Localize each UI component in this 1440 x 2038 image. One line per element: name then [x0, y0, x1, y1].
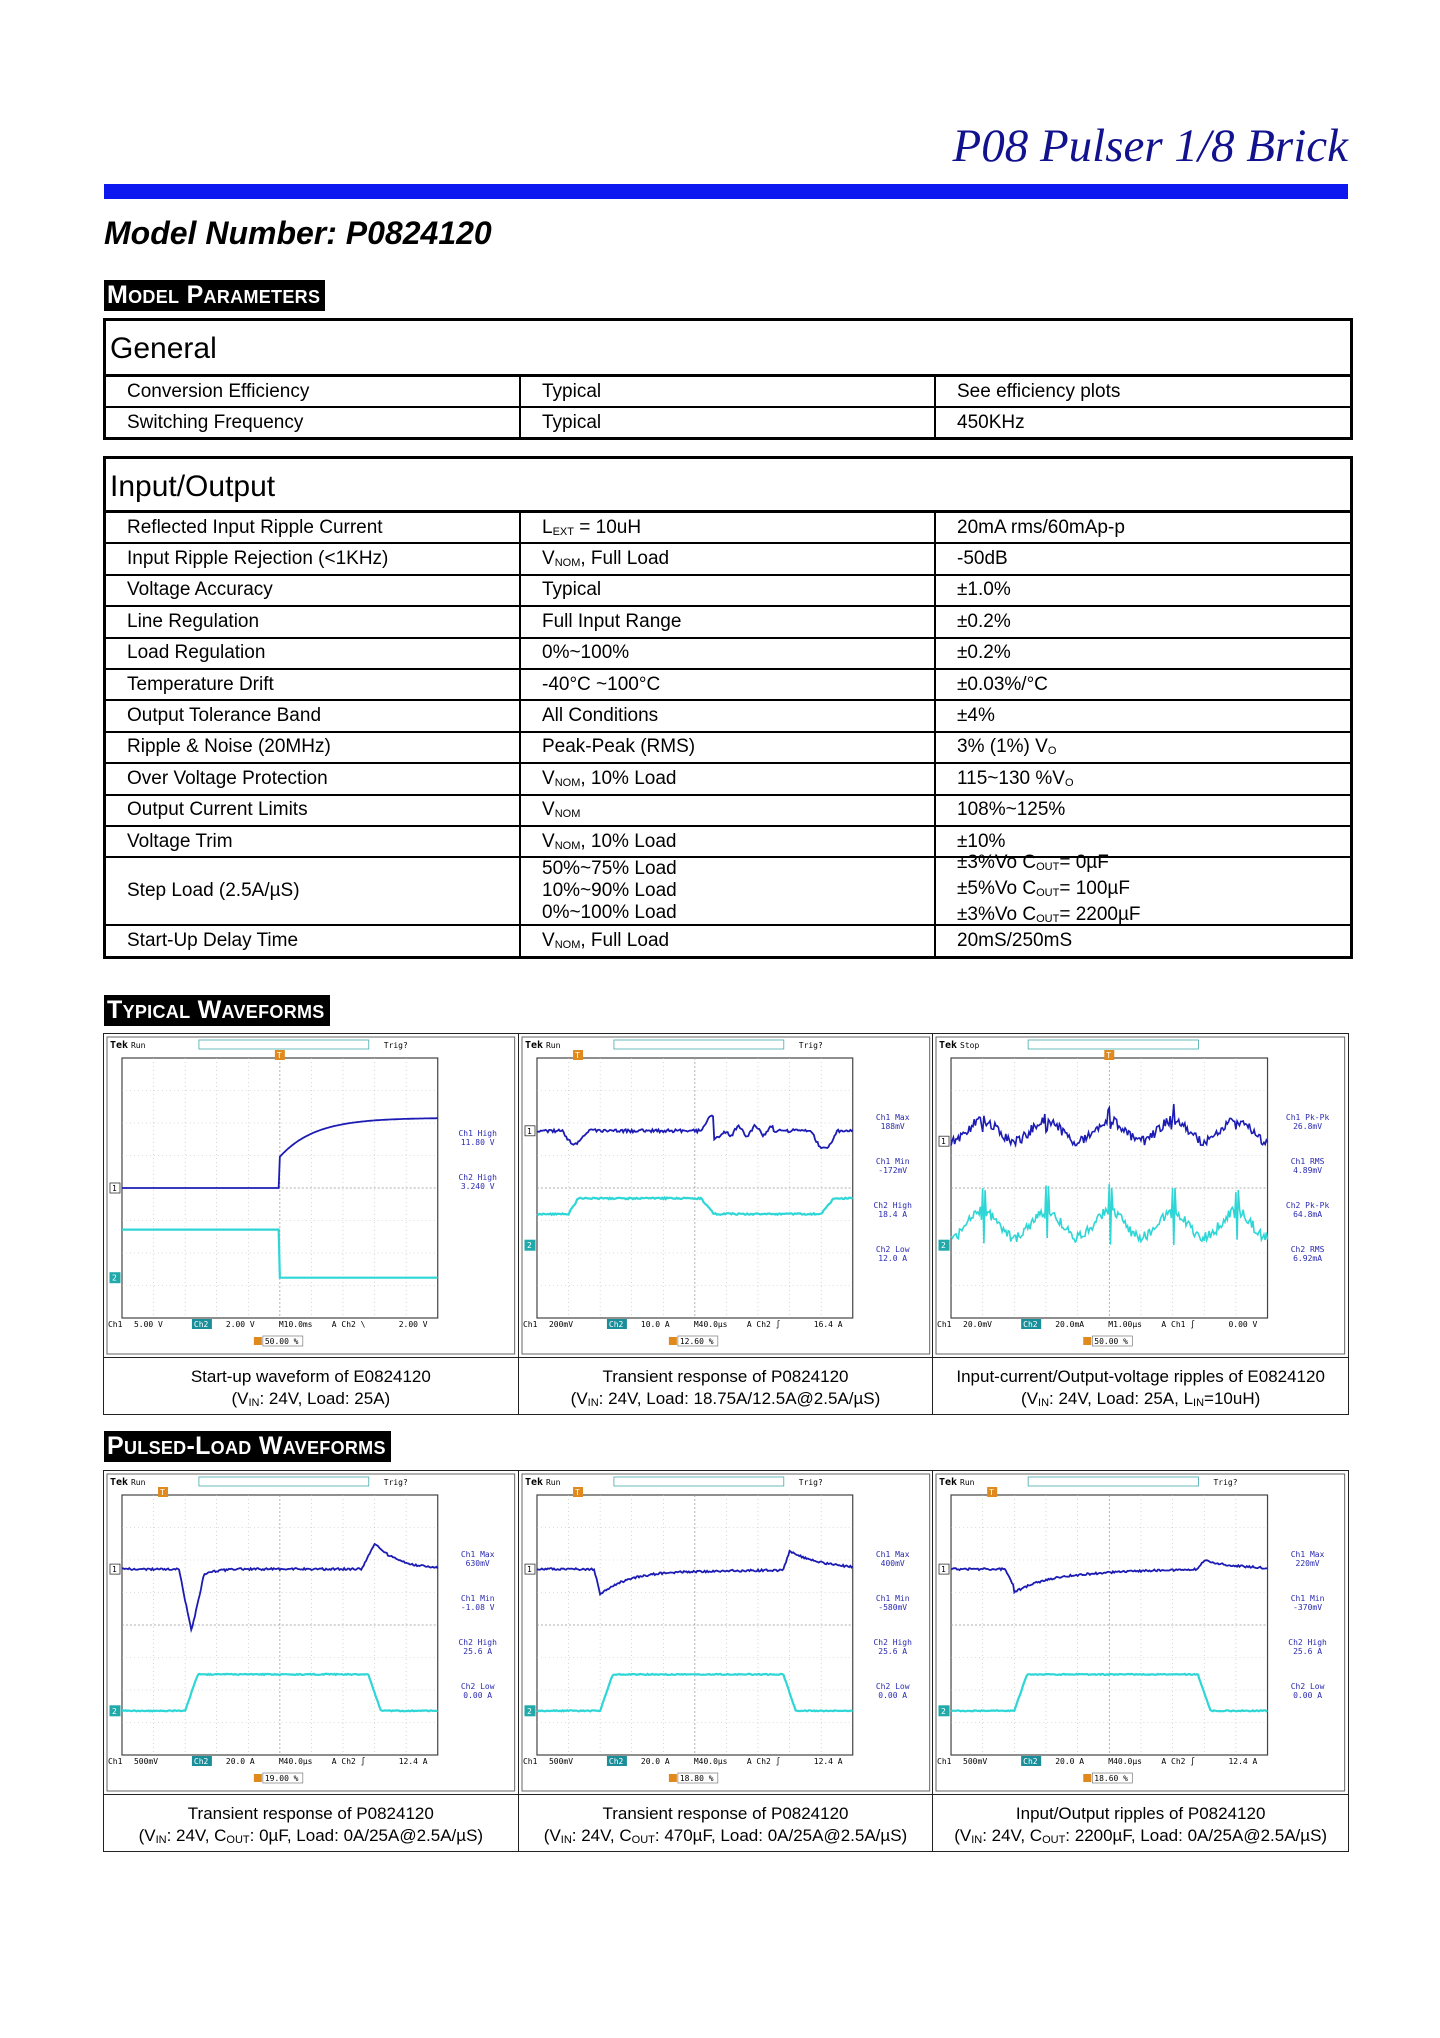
- measurement-label: Ch2 Low: [875, 1681, 910, 1692]
- measurement-value: 25.6 A: [877, 1646, 907, 1657]
- measurement-value: 0.00 A: [877, 1690, 907, 1701]
- condition-text: , 10% Load: [580, 767, 677, 789]
- condition-cell: All Conditions: [521, 701, 936, 730]
- value-cell: See efficiency plots: [957, 380, 1121, 402]
- horizontal-position: 50.00 %: [264, 1336, 299, 1347]
- ch1-scale: 200mV: [548, 1319, 573, 1330]
- measurement-value: 12.0 A: [877, 1253, 907, 1264]
- table-row: [106, 796, 1350, 827]
- ch1-ground-marker: [110, 1183, 120, 1193]
- param-cell: Voltage Trim: [106, 827, 521, 856]
- table-row: [106, 513, 1350, 544]
- scope-status: Run: [545, 1477, 561, 1488]
- tek-logo: Tek: [939, 1040, 958, 1051]
- value-cell: ±1.0%: [957, 579, 1011, 601]
- brand-title: P08 Pulser 1/8 Brick: [952, 120, 1348, 172]
- condition-symbol: V: [542, 929, 555, 951]
- condition-subscript: NOM: [554, 557, 581, 570]
- ch1-scale: 20.0mV: [963, 1320, 993, 1329]
- scope-status: Run: [545, 1040, 561, 1051]
- value-cell: [936, 733, 1350, 762]
- condition-cell: Full Input Range: [521, 607, 936, 636]
- trigger-level: 2.00 V: [398, 1319, 428, 1330]
- trigger-channel: A Ch2 ∫: [1161, 1757, 1196, 1766]
- condition-subscript: NOM: [554, 839, 581, 852]
- caption-title: Input/Output ripples of P0824120: [1015, 1804, 1266, 1823]
- condition-cell: Typical: [521, 408, 936, 437]
- value-cell: 450KHz: [957, 411, 1025, 433]
- trigger-level: 16.4 A: [813, 1319, 843, 1330]
- measurement-value: 4.89mV: [1293, 1166, 1323, 1175]
- condition-cell: [521, 796, 936, 825]
- measurement-value: 64.8mA: [1293, 1210, 1323, 1219]
- waveform-caption: [933, 1358, 1348, 1414]
- param-cell: Start-Up Delay Time: [106, 926, 521, 955]
- waveform-panel: [104, 1034, 519, 1414]
- header-divider: [104, 184, 1348, 199]
- measurement-label: Ch1 Min: [460, 1593, 495, 1604]
- caption-conditions: ($V_{IN}$: 24V, $C_{OUT}$: 0µF, Load: 0A/25A@2.5A/µS): [138, 1826, 484, 1846]
- param-cell: Load Regulation: [106, 639, 521, 668]
- measurement-label: Ch2 Low: [460, 1681, 495, 1692]
- trigger-channel: A Ch2 ∫: [746, 1756, 781, 1767]
- measurement-label: Ch1 Pk-Pk: [1286, 1113, 1330, 1122]
- oscilloscope-capture: [933, 1034, 1348, 1358]
- condition-cell: [521, 513, 936, 542]
- condition-cell: [521, 827, 936, 856]
- condition-symbol: V: [542, 548, 555, 570]
- section-pulsed-load-waveforms: Pulsed-Load Waveforms: [104, 1431, 391, 1462]
- param-cell: Step Load (2.5A/µS): [106, 858, 521, 924]
- ch2-scale-badge: Ch2: [1023, 1757, 1038, 1766]
- value-line: [957, 878, 1141, 904]
- svg-text:T: T: [989, 1488, 995, 1497]
- value-cell: 20mA rms/60mAp-p: [957, 516, 1125, 538]
- condition-text: , 10% Load: [580, 830, 677, 852]
- measurement-value: 220mV: [1295, 1559, 1320, 1568]
- value-text: 115~130 %V: [957, 767, 1065, 789]
- ch1-ground-marker: [525, 1126, 535, 1136]
- param-cell: Switching Frequency: [106, 408, 521, 437]
- scope-status: Run: [960, 1478, 975, 1487]
- svg-text:2: 2: [941, 1706, 947, 1716]
- oscilloscope-screen: [104, 1471, 518, 1794]
- caption-conditions: ($V_{IN}$: 24V, Load: 18.75A/12.5A@2.5A/µS): [570, 1389, 881, 1409]
- ch1-label: Ch1: [522, 1319, 538, 1330]
- condition-cell: -40°C ~100°C: [521, 670, 936, 699]
- oscilloscope-capture: [519, 1471, 933, 1795]
- ch1-scale: 5.00 V: [133, 1319, 163, 1330]
- condition-subscript: EXT: [552, 525, 574, 538]
- param-cell: Conversion Efficiency: [106, 377, 521, 406]
- measurement-label: Ch1 Min: [1291, 1594, 1325, 1603]
- measurement-value: 18.4 A: [877, 1209, 907, 1220]
- measurement-value: -1.08 V: [460, 1602, 495, 1613]
- oscilloscope-screen: [933, 1471, 1348, 1794]
- value-text: 3% (1%) V: [957, 736, 1048, 758]
- position-icon: [669, 1774, 677, 1782]
- io-title: Input/Output: [106, 459, 1350, 513]
- waveform-caption: [519, 1795, 933, 1851]
- value-cell: ±0.03%/°C: [957, 673, 1048, 695]
- measurement-label: Ch1 Min: [875, 1593, 910, 1604]
- trigger-channel: A Ch2 ∫: [746, 1319, 781, 1330]
- value-cell: [936, 764, 1350, 793]
- oscilloscope-screen: [519, 1471, 933, 1794]
- condition-text: , Full Load: [580, 929, 670, 951]
- param-cell: Output Tolerance Band: [106, 701, 521, 730]
- measurement-label: Ch2 High: [873, 1200, 912, 1211]
- value-text: ±5%Vo C: [957, 878, 1037, 900]
- oscilloscope-screen: [933, 1034, 1348, 1357]
- table-row: [106, 607, 1350, 638]
- trigger-position-icon: [573, 1487, 583, 1497]
- condition-subscript: NOM: [554, 808, 581, 821]
- svg-text:T: T: [574, 1050, 580, 1061]
- position-icon: [254, 1337, 262, 1345]
- measurement-label: Ch1 Min: [875, 1156, 910, 1167]
- svg-text:T: T: [160, 1487, 165, 1498]
- condition-cell: Typical: [521, 377, 936, 406]
- table-row: [106, 764, 1350, 795]
- waveform-panel: [104, 1471, 519, 1851]
- oscilloscope-capture: [104, 1471, 518, 1795]
- section-model-parameters: Model Parameters: [104, 280, 325, 311]
- ch1-ground-marker: [939, 1564, 949, 1574]
- horizontal-position: 18.60 %: [1094, 1774, 1129, 1783]
- condition-line: 0%~100% Load: [542, 902, 677, 924]
- table-row: [106, 377, 1350, 408]
- svg-text:T: T: [1106, 1051, 1112, 1060]
- ch2-scale: 20.0 A: [225, 1756, 255, 1767]
- horizontal-position: 19.00 %: [264, 1773, 299, 1784]
- oscilloscope-screen: [104, 1034, 518, 1357]
- tek-logo: Tek: [939, 1477, 958, 1488]
- trigger-status: Trig?: [798, 1040, 823, 1051]
- svg-text:1: 1: [111, 1565, 117, 1575]
- general-table: [103, 318, 1353, 440]
- ch2-ground-marker: [110, 1273, 120, 1283]
- trigger-position-icon: [573, 1050, 583, 1060]
- measurement-value: 400mV: [880, 1558, 905, 1569]
- input-output-table: [103, 456, 1353, 959]
- measurement-value: 3.240 V: [460, 1181, 495, 1192]
- condition-cell: [521, 544, 936, 573]
- position-icon: [254, 1774, 262, 1782]
- waveform-panel: [933, 1034, 1348, 1414]
- waveform-panel: [519, 1471, 934, 1851]
- caption-title: Start-up waveform of E0824120: [190, 1367, 431, 1386]
- value-text: ±3%Vo C: [957, 852, 1037, 874]
- oscilloscope-capture: [104, 1034, 518, 1358]
- param-cell: Ripple & Noise (20MHz): [106, 733, 521, 762]
- ch1-scale: 500mV: [548, 1756, 573, 1767]
- svg-text:1: 1: [941, 1565, 947, 1575]
- measurement-label: Ch2 High: [458, 1637, 497, 1648]
- measurement-value: 6.92mA: [1293, 1254, 1323, 1263]
- condition-subscript: NOM: [554, 776, 581, 789]
- ch2-scale-badge: Ch2: [193, 1319, 209, 1330]
- timebase: M1.00µs: [1108, 1320, 1143, 1329]
- condition-cell: [521, 764, 936, 793]
- measurement-label: Ch2 Pk-Pk: [1286, 1201, 1330, 1210]
- param-cell: Over Voltage Protection: [106, 764, 521, 793]
- trigger-level: 12.4 A: [1228, 1757, 1258, 1766]
- condition-line: 10%~90% Load: [542, 880, 677, 902]
- caption-conditions: ($V_{IN}$: 24V, $C_{OUT}$: 470µF, Load: 0A/25A@2.5A/µS): [543, 1826, 908, 1846]
- caption-conditions: ($V_{IN}$: 24V, Load: 25A, $L_{IN}=10uH$): [1021, 1389, 1261, 1409]
- ch2-scale-badge: Ch2: [608, 1756, 624, 1767]
- condition-symbol: V: [542, 830, 555, 852]
- trigger-channel: A Ch2 ∫: [331, 1756, 366, 1767]
- waveform-caption: [519, 1358, 933, 1414]
- param-cell: Reflected Input Ripple Current: [106, 513, 521, 542]
- table-row: [106, 852, 1350, 926]
- tek-logo: Tek: [109, 1039, 129, 1052]
- trigger-status: Trig?: [1213, 1478, 1238, 1487]
- value-text: = 2200µF: [1059, 904, 1141, 926]
- position-icon: [1084, 1774, 1092, 1782]
- ch1-label: Ch1: [522, 1756, 538, 1767]
- param-cell: Line Regulation: [106, 607, 521, 636]
- tek-logo: Tek: [524, 1476, 543, 1489]
- condition-symbol: V: [542, 767, 555, 789]
- ch2-scale: 20.0 A: [1055, 1757, 1085, 1766]
- value-text: = 100µF: [1059, 878, 1130, 900]
- measurement-label: Ch1 Max: [460, 1549, 495, 1560]
- measurement-value: 188mV: [880, 1121, 905, 1132]
- value-subscript: OUT: [1036, 913, 1060, 926]
- horizontal-position: 18.80 %: [679, 1773, 714, 1784]
- condition-line: 50%~75% Load: [542, 858, 677, 880]
- ch1-label: Ch1: [937, 1757, 952, 1766]
- trigger-position-icon: [1105, 1050, 1115, 1060]
- value-cell: ±4%: [957, 705, 995, 727]
- table-row: [106, 576, 1350, 607]
- caption-title: Transient response of P0824120: [187, 1804, 434, 1823]
- measurement-label: Ch2 High: [458, 1172, 497, 1183]
- oscilloscope-capture: [933, 1471, 1348, 1795]
- value-subscript: O: [1064, 776, 1074, 789]
- ch1-scale: 500mV: [133, 1756, 159, 1767]
- ch2-ground-marker: [525, 1706, 535, 1716]
- trigger-channel: A Ch1 ∫: [1161, 1320, 1196, 1329]
- caption-conditions: ($V_{IN}$: 24V, $C_{OUT}$: 2200µF, Load: 0A/25A@2.5A/µS): [954, 1826, 1328, 1846]
- condition-cell: Peak-Peak (RMS): [521, 733, 936, 762]
- waveform-panel: [933, 1471, 1348, 1851]
- scope-status: Stop: [960, 1041, 980, 1050]
- ch1-ground-marker: [525, 1564, 535, 1574]
- waveform-panel: [519, 1034, 934, 1414]
- trigger-level: 12.4 A: [398, 1756, 428, 1767]
- measurement-label: Ch2 Low: [875, 1244, 910, 1255]
- timebase: M10.0ms: [278, 1319, 313, 1330]
- ch2-scale: 20.0 A: [640, 1756, 670, 1767]
- condition-text: , Full Load: [580, 548, 670, 570]
- value-subscript: O: [1047, 745, 1057, 758]
- svg-text:2: 2: [526, 1241, 532, 1251]
- ch2-scale: 20.0mA: [1055, 1320, 1085, 1329]
- svg-text:1: 1: [526, 1565, 532, 1575]
- ch1-label: Ch1: [107, 1756, 123, 1767]
- horizontal-position: 12.60 %: [679, 1336, 714, 1347]
- value-subscript: OUT: [1036, 861, 1060, 874]
- measurement-label: Ch2 RMS: [1291, 1245, 1325, 1254]
- svg-text:T: T: [574, 1487, 580, 1498]
- measurement-value: -172mV: [877, 1165, 907, 1176]
- table-row: [106, 639, 1350, 670]
- ch2-scale-badge: Ch2: [193, 1756, 209, 1767]
- horizontal-position: 50.00 %: [1094, 1337, 1129, 1346]
- pulsed-waveforms-grid: [103, 1470, 1349, 1852]
- waveform-caption: [104, 1795, 518, 1851]
- oscilloscope-screen: [519, 1034, 933, 1357]
- timebase: M40.0µs: [693, 1319, 728, 1330]
- typical-waveforms-grid: [103, 1033, 1349, 1415]
- param-cell: Voltage Accuracy: [106, 576, 521, 605]
- table-row: [106, 408, 1350, 437]
- trigger-level: 12.4 A: [813, 1756, 843, 1767]
- measurement-value: 25.6 A: [463, 1646, 493, 1657]
- table-row: [106, 827, 1350, 858]
- ch2-scale-badge: Ch2: [1023, 1320, 1038, 1329]
- param-cell: Temperature Drift: [106, 670, 521, 699]
- timebase: M40.0µs: [693, 1756, 728, 1767]
- measurement-label: Ch1 High: [458, 1128, 497, 1139]
- scope-status: Run: [130, 1040, 146, 1051]
- measurement-label: Ch2 Low: [1291, 1682, 1325, 1691]
- measurement-value: 0.00 A: [1293, 1691, 1323, 1700]
- ch1-label: Ch1: [937, 1320, 952, 1329]
- general-title: General: [106, 321, 1350, 377]
- trigger-level: 0.00 V: [1228, 1320, 1258, 1329]
- table-row: [106, 733, 1350, 764]
- measurement-label: Ch1 Max: [1291, 1550, 1325, 1559]
- table-row: [106, 926, 1350, 955]
- value-text: ±3%Vo C: [957, 904, 1037, 926]
- ch2-scale: 2.00 V: [225, 1319, 255, 1330]
- svg-text:1: 1: [941, 1137, 947, 1147]
- measurement-label: Ch1 Max: [875, 1112, 910, 1123]
- scope-status: Run: [130, 1477, 146, 1488]
- measurement-label: Ch1 RMS: [1291, 1157, 1325, 1166]
- caption-title: Transient response of P0824120: [602, 1367, 849, 1386]
- condition-subscript: NOM: [554, 938, 581, 951]
- ch1-scale: 500mV: [963, 1757, 988, 1766]
- trigger-position-icon: [158, 1487, 168, 1497]
- timebase: M40.0µs: [278, 1756, 313, 1767]
- ch1-label: Ch1: [107, 1319, 123, 1330]
- oscilloscope-capture: [519, 1034, 933, 1358]
- table-row: [106, 701, 1350, 732]
- table-row: [106, 670, 1350, 701]
- condition-symbol: V: [542, 799, 555, 821]
- measurement-value: 26.8mV: [1293, 1122, 1323, 1131]
- measurement-value: 11.80 V: [460, 1137, 495, 1148]
- ch2-ground-marker: [110, 1706, 120, 1716]
- trigger-position-icon: [987, 1487, 997, 1497]
- model-number: Model Number: P0824120: [104, 215, 492, 251]
- ch2-scale: 10.0 A: [640, 1319, 670, 1330]
- svg-text:T: T: [276, 1050, 282, 1061]
- condition-text: = 10uH: [573, 516, 642, 538]
- svg-text:2: 2: [111, 1706, 117, 1716]
- ch2-ground-marker: [939, 1240, 949, 1250]
- trigger-status: Trig?: [383, 1040, 408, 1051]
- waveform-caption: [933, 1795, 1348, 1851]
- table-row: [106, 544, 1350, 575]
- condition-cell: [521, 858, 936, 924]
- value-text: = 0µF: [1059, 852, 1109, 874]
- ch2-scale-badge: Ch2: [608, 1319, 624, 1330]
- measurement-value: -580mV: [877, 1602, 907, 1613]
- value-cell: 20mS/250mS: [957, 929, 1073, 951]
- value-line: [957, 852, 1141, 878]
- section-typical-waveforms: Typical Waveforms: [104, 995, 330, 1026]
- tek-logo: Tek: [109, 1476, 129, 1489]
- value-cell: 108%~125%: [957, 799, 1066, 821]
- param-cell: Input Ripple Rejection (<1KHz): [106, 544, 521, 573]
- measurement-label: Ch2 High: [1288, 1638, 1328, 1647]
- param-cell: Output Current Limits: [106, 796, 521, 825]
- position-icon: [1084, 1337, 1092, 1345]
- measurement-value: -370mV: [1293, 1603, 1323, 1612]
- measurement-label: Ch1 Max: [875, 1549, 910, 1560]
- trigger-status: Trig?: [798, 1477, 823, 1488]
- ch2-ground-marker: [939, 1706, 949, 1716]
- trigger-channel: A Ch2 \: [331, 1319, 366, 1330]
- value-cell: ±10%: [957, 830, 1006, 852]
- value-cell: ±0.2%: [957, 642, 1011, 664]
- ch1-ground-marker: [110, 1564, 120, 1574]
- ch2-ground-marker: [525, 1240, 535, 1250]
- measurement-value: 630mV: [465, 1558, 490, 1569]
- caption-title: Transient response of P0824120: [602, 1804, 849, 1823]
- measurement-value: 0.00 A: [463, 1690, 493, 1701]
- waveform-caption: [104, 1358, 518, 1414]
- condition-cell: [521, 926, 936, 955]
- value-cell: -50dB: [957, 548, 1008, 570]
- trigger-position-icon: [275, 1050, 285, 1060]
- condition-cell: Typical: [521, 576, 936, 605]
- value-cell: [936, 852, 1350, 926]
- caption-title: Input-current/Output-voltage ripples of E0824120: [956, 1367, 1325, 1386]
- timebase: M40.0µs: [1108, 1757, 1143, 1766]
- svg-text:1: 1: [111, 1183, 117, 1194]
- caption-conditions: ($V_{IN}$: 24V, Load: 25A): [231, 1389, 391, 1409]
- value-subscript: OUT: [1036, 887, 1060, 900]
- svg-text:2: 2: [111, 1273, 117, 1283]
- svg-text:2: 2: [941, 1241, 947, 1251]
- measurement-value: 25.6 A: [1293, 1647, 1323, 1656]
- trigger-status: Trig?: [383, 1477, 408, 1488]
- svg-text:2: 2: [526, 1706, 532, 1716]
- svg-text:1: 1: [526, 1126, 532, 1136]
- measurement-label: Ch2 High: [873, 1637, 912, 1648]
- position-icon: [669, 1337, 677, 1345]
- tek-logo: Tek: [524, 1039, 543, 1052]
- ch1-ground-marker: [939, 1136, 949, 1146]
- condition-cell: 0%~100%: [521, 639, 936, 668]
- value-cell: ±0.2%: [957, 610, 1011, 632]
- condition-symbol: L: [542, 516, 553, 538]
